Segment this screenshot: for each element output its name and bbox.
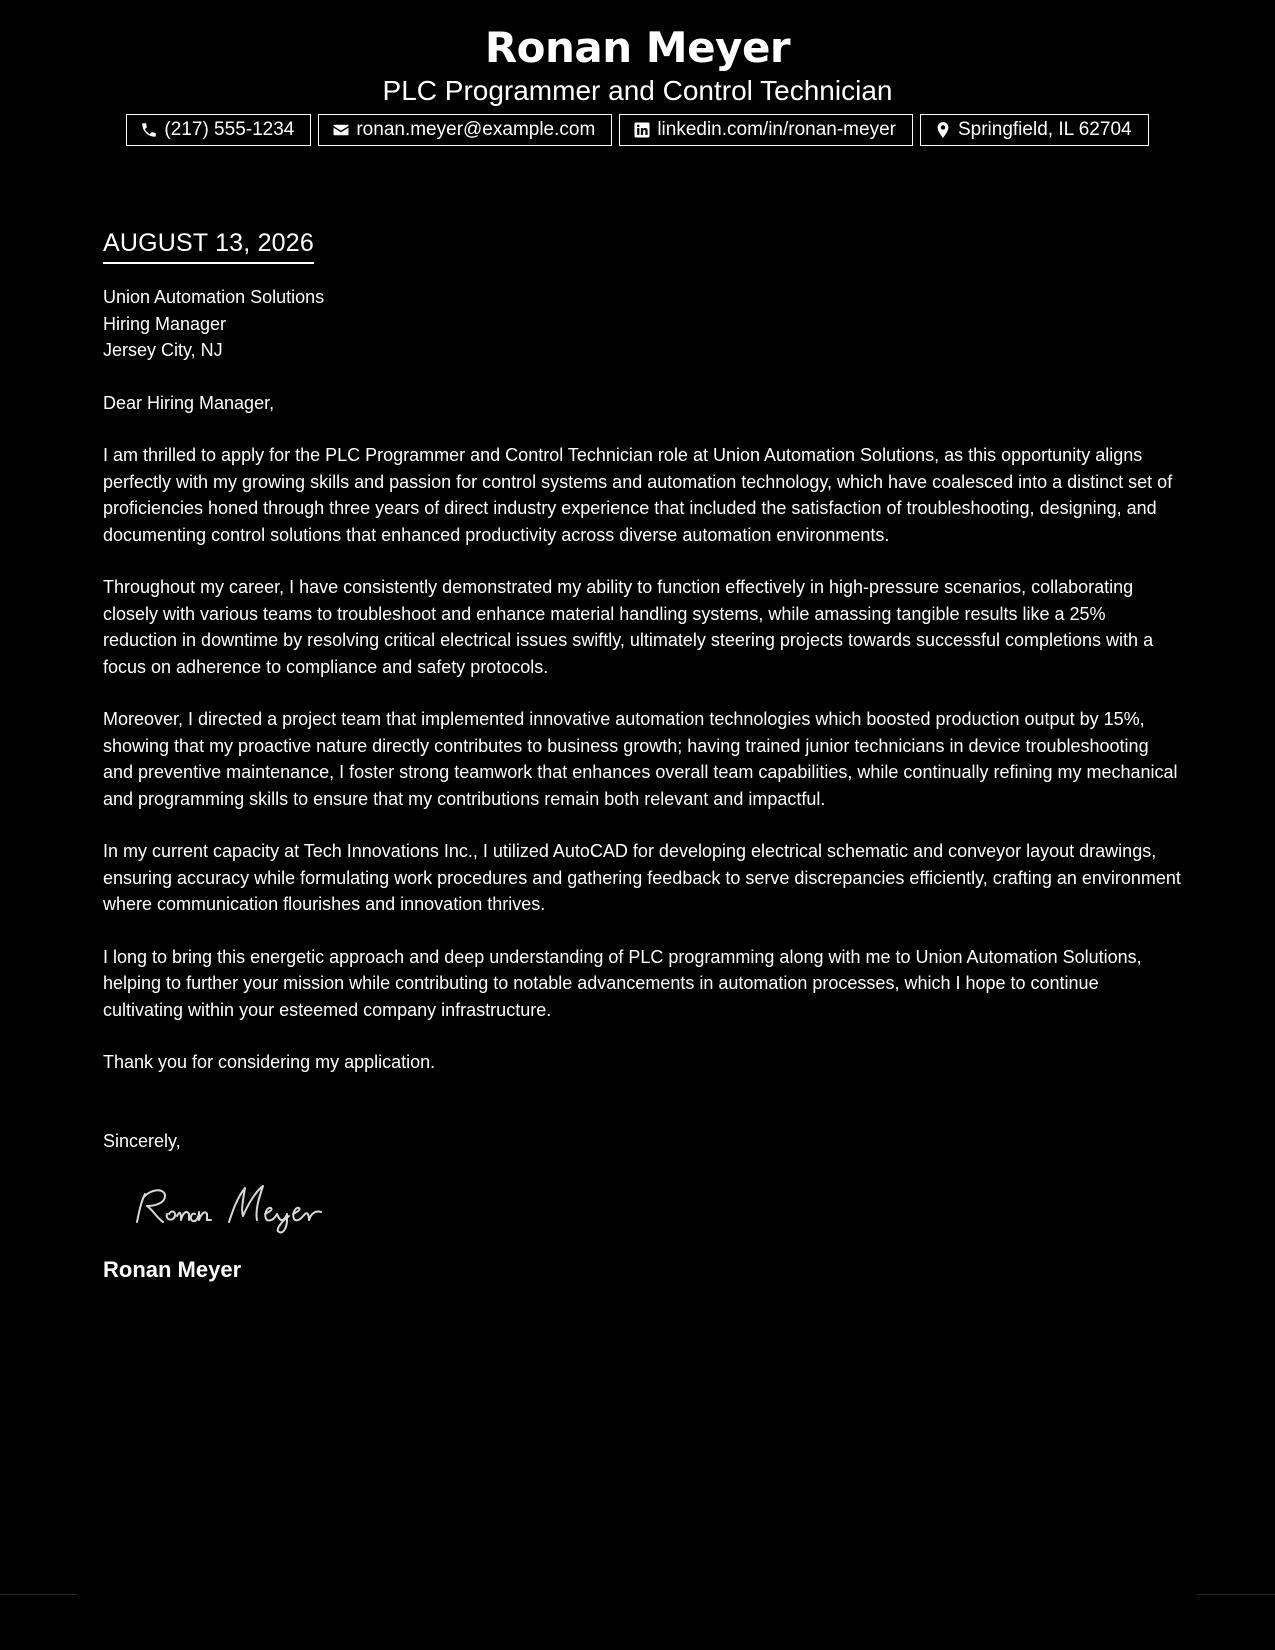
salutation: Dear Hiring Manager, <box>103 392 275 413</box>
applicant-name: Ronan Meyer <box>484 23 791 72</box>
contact-bar <box>0 114 1275 146</box>
phone-text: (217) 555-1234 <box>164 119 295 140</box>
recipient-block <box>103 284 1183 364</box>
body-paragraph: I long to bring this energetic approach and deep understanding of PLC programming along with me to Union Automation Solutions, helping to further your mission while contributing to notable advancements in automation processes, which I hope to continue cultivating within your esteemed company infrastructure. <box>103 946 1142 1020</box>
phone-icon <box>140 121 158 139</box>
body-paragraph: In my current capacity at Tech Innovations Inc., I utilized AutoCAD for developing electrical schematic and conveyor layout drawings, ensuring accuracy while formulating work procedures and gathering feedback to serve discrepancies efficiently, crafting an environment where communication flourishes and innovation thrives. <box>103 841 1181 914</box>
linkedin-text: linkedin.com/in/ronan-meyer <box>657 119 896 140</box>
closing-thanks: Thank you for considering my application. <box>103 1052 436 1072</box>
envelope-icon <box>332 121 350 139</box>
recipient-location: Jersey City, NJ <box>103 340 223 360</box>
location-text: Springfield, IL 62704 <box>957 119 1132 140</box>
signoff: Sincerely, <box>103 1130 181 1151</box>
letter-date: AUGUST 13, 2026 <box>103 226 314 264</box>
signer-name: Ronan Meyer <box>103 1257 242 1282</box>
contact-location <box>920 114 1149 146</box>
recipient-company: Union Automation Solutions <box>103 287 325 307</box>
letter-header <box>0 22 1275 146</box>
map-pin-icon <box>934 121 952 139</box>
body-paragraph: I am thrilled to apply for the PLC Programmer and Control Technician role at Union Automation Solutions, as this opportunity aligns perfectly with my growing skills and passion for control systems and automation technology, which have coalesced into a distinct set of proficiencies honed through three years of direct industry experience that included the satisfaction of troubleshooting, designing, and documenting control solutions that enhanced productivity across diverse automation environments. <box>103 445 1173 545</box>
contact-phone[interactable] <box>126 114 311 146</box>
applicant-title: PLC Programmer and Control Technician <box>382 75 893 106</box>
handwritten-signature <box>129 1176 369 1236</box>
contact-linkedin[interactable] <box>619 114 913 146</box>
footer-divider-left <box>0 1594 77 1595</box>
email-text: ronan.meyer@example.com <box>356 119 596 140</box>
body-paragraph: Moreover, I directed a project team that implemented innovative automation technologies which boosted production output by 15%, showing that my proactive nature directly contributes to business growth; having trained junior technicians in device troubleshooting and preventive maintenance, I foster strong teamwork that enhances overall team capabilities, while continually refining my mechanical and programming skills to ensure that my contributions remain both relevant and impactful. <box>103 709 1178 809</box>
letter-body <box>103 226 1183 1284</box>
recipient-person: Hiring Manager <box>103 313 227 334</box>
footer-divider-right <box>1197 1594 1275 1595</box>
linkedin-icon <box>633 121 651 139</box>
body-paragraph: Throughout my career, I have consistently demonstrated my ability to function effectively in high-pressure scenarios, collaborating closely with various teams to troubleshoot and enhance material handling systems, while amassing tangible results like a 25% reduction in downtime by resolving critical electrical issues swiftly, ultimately steering projects towards successful completions with a focus on adherence to compliance and safety protocols. <box>103 577 1154 677</box>
contact-email[interactable] <box>318 114 612 146</box>
